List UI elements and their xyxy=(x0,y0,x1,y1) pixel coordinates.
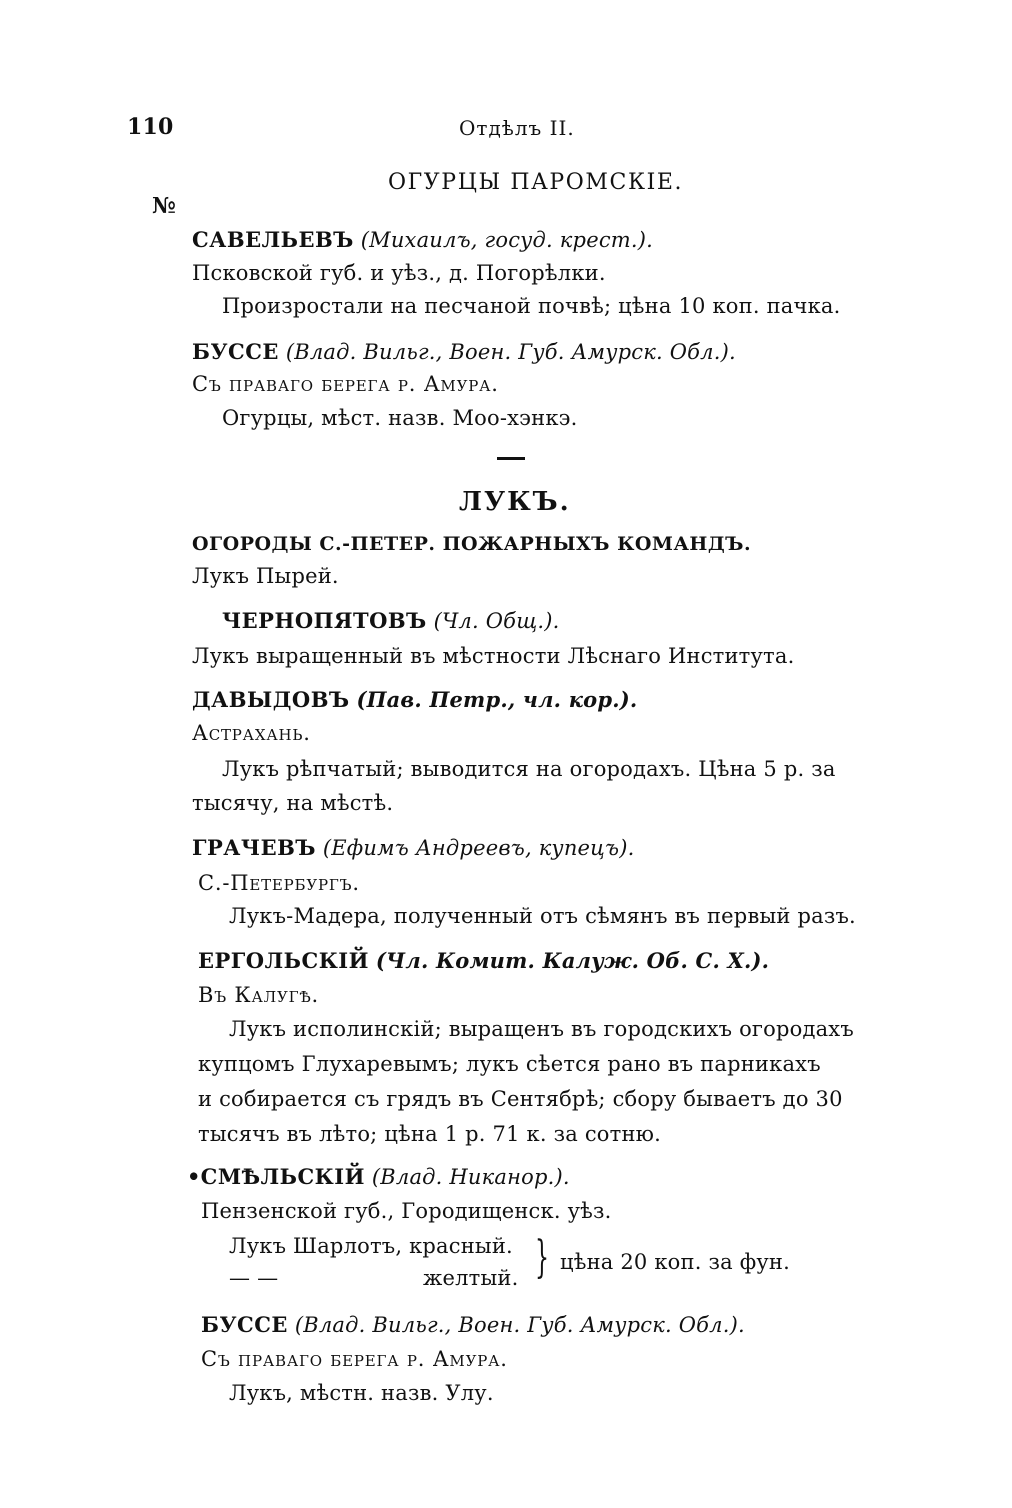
section-title-onions: ЛУКЪ. xyxy=(459,487,571,517)
variety-price: цѣна 20 коп. за фун. xyxy=(560,1250,790,1274)
page-number: 110 xyxy=(127,114,174,140)
item-description-line: тысячу, на мѣстѣ. xyxy=(192,791,394,815)
exhibitor-place: Съ праваго берега р. Амура. xyxy=(201,1347,508,1371)
section-divider xyxy=(497,457,525,460)
entry-savelyev xyxy=(192,229,653,251)
exhibitor-name: ЧЕРНОПЯТОВЪ xyxy=(222,608,427,633)
exhibitor-name: ДАВЫДОВЪ xyxy=(192,687,350,712)
bullet-marker: • xyxy=(187,1164,201,1189)
exhibitor-name: СМѢЛЬСКІЙ xyxy=(200,1164,365,1189)
exhibitor-place: Съ праваго берега р. Амура. xyxy=(192,372,499,396)
entry-davydov xyxy=(192,689,637,711)
variety-yellow: желтый. xyxy=(423,1266,519,1290)
item-description-line: Лукъ рѣпчатый; выводится на огородахъ. Цѣна 5 р. за xyxy=(222,757,836,781)
exhibitor-place: Въ Калугѣ. xyxy=(198,983,320,1007)
exhibitor-details: (Чл. Общ.). xyxy=(433,609,560,633)
exhibitor-details: (Влад. Вильг., Воен. Губ. Амурск. Обл.). xyxy=(285,340,736,364)
item-description: Огурцы, мѣст. назв. Моо-хэнкэ. xyxy=(222,406,578,430)
exhibitor-details: (Влад. Никанор.). xyxy=(371,1165,570,1189)
exhibitor-name: ОГОРОДЫ С.-ПЕТЕР. ПОЖАРНЫХЪ КОМАНДЪ. xyxy=(192,533,752,555)
item-description-line: и собирается съ грядъ въ Сентябрѣ; сбору бываетъ до 30 xyxy=(198,1087,843,1111)
exhibitor-place: Псковской губ. и уѣз., д. Погорѣлки. xyxy=(192,261,606,285)
item-description-line: Лукъ исполинскій; выращенъ въ городскихъ огородахъ xyxy=(229,1017,854,1041)
item-description-line: купцомъ Глухаревымъ; лукъ сѣется рано въ парникахъ xyxy=(198,1052,821,1076)
entry-chernopyatov xyxy=(222,610,560,632)
exhibitor-name: САВЕЛЬЕВЪ xyxy=(192,227,354,252)
item-description-line: тысячъ въ лѣто; цѣна 1 р. 71 к. за сотню. xyxy=(198,1122,662,1146)
section-title-cucumbers: ОГУРЦЫ ПАРОМСКІЕ. xyxy=(388,170,684,195)
exhibitor-name: ЕРГОЛЬСКІЙ xyxy=(198,948,369,973)
exhibitor-name: ГРАЧЕВЪ xyxy=(192,835,316,860)
exhibitor-place: Астрахань. xyxy=(192,721,311,745)
number-sign: № xyxy=(152,193,177,219)
exhibitor-details: (Чл. Комит. Калуж. Об. С. Х.). xyxy=(375,948,770,973)
entry-busse-2 xyxy=(201,1314,745,1336)
exhibitor-place: Пензенской губ., Городищенск. уѣз. xyxy=(201,1199,612,1223)
entry-grachev xyxy=(192,837,635,859)
exhibitor-place: Лукъ Пырей. xyxy=(192,564,339,588)
exhibitor-details: (Ефимъ Андреевъ, купецъ). xyxy=(322,836,635,860)
variety-red: Лукъ Шарлотъ, красный. xyxy=(229,1234,513,1258)
item-description: Произростали на песчаной почвѣ; цѣна 10 коп. пачка. xyxy=(222,294,841,318)
exhibitor-place: С.-Петербургъ. xyxy=(198,871,360,895)
exhibitor-name: БУССЕ xyxy=(201,1312,288,1337)
item-description: Лукъ-Мадера, полученный отъ сѣмянъ въ первый разъ. xyxy=(229,904,856,928)
running-header: Отдѣлъ II. xyxy=(459,116,575,140)
brace-bracket: } xyxy=(535,1232,549,1283)
item-description: Лукъ, мѣстн. назв. Улу. xyxy=(229,1381,494,1405)
entry-ergolsky xyxy=(198,950,769,972)
item-description: Лукъ выращенный въ мѣстности Лѣснаго Института. xyxy=(192,644,795,668)
exhibitor-details: (Влад. Вильг., Воен. Губ. Амурск. Обл.). xyxy=(294,1313,745,1337)
entry-busse-1 xyxy=(192,341,736,363)
entry-smelsky xyxy=(187,1166,570,1188)
ditto-marks: — — xyxy=(229,1266,279,1290)
exhibitor-details: (Пав. Петр., чл. кор.). xyxy=(356,687,638,712)
exhibitor-details: (Михаилъ, госуд. крест.). xyxy=(360,228,654,252)
exhibitor-name: БУССЕ xyxy=(192,339,279,364)
